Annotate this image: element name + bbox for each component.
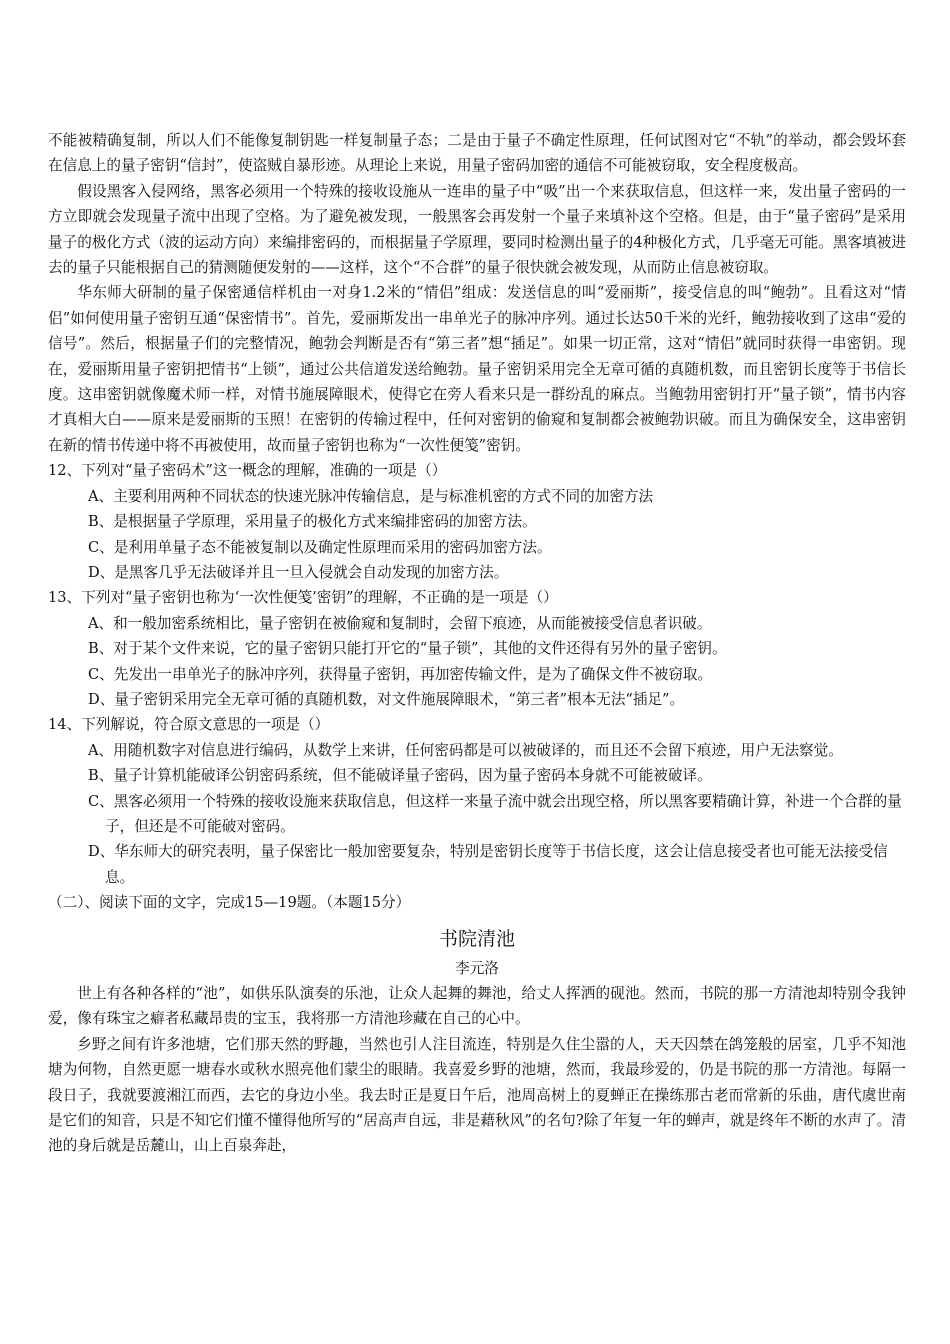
article-title: 书院清池 [438,927,515,950]
paragraph-2: 假设黑客入侵网络，黑客必须用一个特殊的接收设施从一连串的量子中“吸”出一个来获取信息，但这样一来，发出量子密码的一方立即就会发现量子流中出现了空格。为了避免被发现，一般黑客会再发射一个量子来填补这个空格。但是，由于“量子密码”是采用量子的极化方式（波的运动方向）来编排密码的，而根据量子学原理，要同时检测出量子的4种极化方式，几乎毫无可能。黑客填被进去的量子只能根据自己的猜测随便发射的——这样，这个“不合群”的量子很快就会被发现，从而防止信息被窃取。 [48,182,906,277]
option-a: A、主要利用两种不同状态的快速光脉冲传输信息，是与标准机密的方式不同的加密方法 [88,487,654,505]
question-stem: 13、下列对“量子密钥也称为‘一次性便笺’密钥”的理解，不正确的是一项是（） [48,589,558,607]
option-d: D、量子密钥采用完全无章可循的真随机数，对文件施展障眼术，“第三者”根本无法“插足”。 [88,690,685,708]
option-d: D、是黑客几乎无法破译并且一旦入侵就会自动发现的加密方法。 [88,563,509,581]
option-a: A、和一般加密系统相比，量子密钥在被偷窥和复制时，会留下痕迹，从而能被接受信息者识破。 [88,614,712,632]
question-13 [48,585,906,712]
paragraph-3: 华东师大研制的量子保密通信样机由一对身1.2米的“情侣”组成：发送信息的叫“爱丽斯”，接受信息的叫“鲍勃”。且看这对“情侣”如何使用量子密钥互通“保密情书”。首先，爱丽斯发出一串单光子的脉冲序列。通过长达50千米的光纤，鲍勃接收到了这串“爱的信号”。然后，根据量子们的完整情况，鲍勃会判断是否有“第三者”想“插足”。如果一切正常，这对“情侣”就同时获得一串密钥。现在，爱丽斯用量子密钥把情书“上锁”，通过公共信道发送给鲍勃。量子密钥采用完全无章可循的真随机数，而且密钥长度等于书信长度。这串密钥就像魔术师一样，对情书施展障眼术，使得它在旁人看来只是一群纷乱的麻点。当鲍勃用密钥打开“量子锁”，情书内容才真相大白——原来是爱丽斯的玉照！在密钥的传输过程中，任何对密钥的偷窥和复制都会被鲍勃识破。而且为确保安全，这串密钥在新的情书传递中将不再被使用，故而量子密钥也称为“一次性便笺”密钥。 [48,284,906,454]
question-14 [48,712,906,890]
option-b: B、量子计算机能破译公钥密码系统，但不能破译量子密码，因为量子密码本身就不可能被破译。 [88,767,712,785]
option-b: B、对于某个文件来说，它的量子密钥只能打开它的“量子锁”，其他的文件还得有另外的量子密钥。 [88,640,727,658]
section-heading: （二）、阅读下面的文字，完成15—19题。（本题15分） [48,894,411,912]
article-paragraph-1: 世上有各种各样的“池”，如供乐队演奏的乐池，让众人起舞的舞池，给丈人挥洒的砚池。然而，书院的那一方清池却特别令我钟爱，像有珠宝之癖者私藏昂贵的宝玉，我将那一方清池珍藏在自己的心中。 [48,985,906,1028]
option-c: C、先发出一串单光子的脉冲序列，获得量子密钥，再加密传输文件，是为了确保文件不被窃取。 [88,665,713,683]
paragraph-1: 不能被精确复制，所以人们不能像复制钥匙一样复制量子态；二是由于量子不确定性原理，任何试图对它“不轨”的举动，都会毁坏套在信息上的量子密钥“信封”，使盗贼自暴形迹。从理论上来说，用量子密码加密的通信不可能被窃取，安全程度极高。 [48,132,906,175]
question-12 [48,458,906,585]
question-stem: 14、下列解说，符合原文意思的一项是（） [48,716,330,734]
option-c: C、是利用单量子态不能被复制以及确定性原理而采用的密码加密方法。 [88,538,552,556]
question-stem: 12、下列对“量子密码术”这一概念的理解，准确的一项是（） [48,462,447,480]
option-d: D、华东师大的研究表明，量子保密比一般加密要复杂，特别是密钥长度等于书信长度，这会让信息接受者也可能无法接受信息。 [88,843,888,886]
document-page [48,128,906,1159]
article-paragraph-2: 乡野之间有许多池塘，它们那天然的野趣，当然也引人注目流连，特别是久住尘嚣的人，天天囚禁在鸽笼般的居室，几乎不知池塘为何物，自然更愿一塘春水或秋水照亮他们蒙尘的眼睛。我喜爱乡野的池塘，然而，我最珍爱的，仍是书院的那一方清池。每隔一段日子，我就要渡湘江而西，去它的身边小坐。我去时正是夏日午后，池周高树上的夏蝉正在操练那古老而常新的乐曲，唐代虞世南是它们的知音，只是不知它们懂不懂得他所写的“居高声自远，非是藉秋风”的名句?除了年复一年的蝉声，就是终年不断的水声了。清池的身后就是岳麓山，山上百泉奔赴， [48,1035,906,1155]
option-a: A、用随机数字对信息进行编码，从数学上来讲，任何密码都是可以被破译的，而且还不会留下痕迹，用户无法察觉。 [88,741,843,759]
option-c: C、黑客必须用一个特殊的接收设施来获取信息，但这样一来量子流中就会出现空格，所以黑客要精确计算，补进一个合群的量子，但还是不可能破对密码。 [88,792,902,835]
article-author: 李元洛 [455,959,499,977]
option-b: B、是根据量子学原理，采用量子的极化方式来编排密码的加密方法。 [88,513,537,531]
